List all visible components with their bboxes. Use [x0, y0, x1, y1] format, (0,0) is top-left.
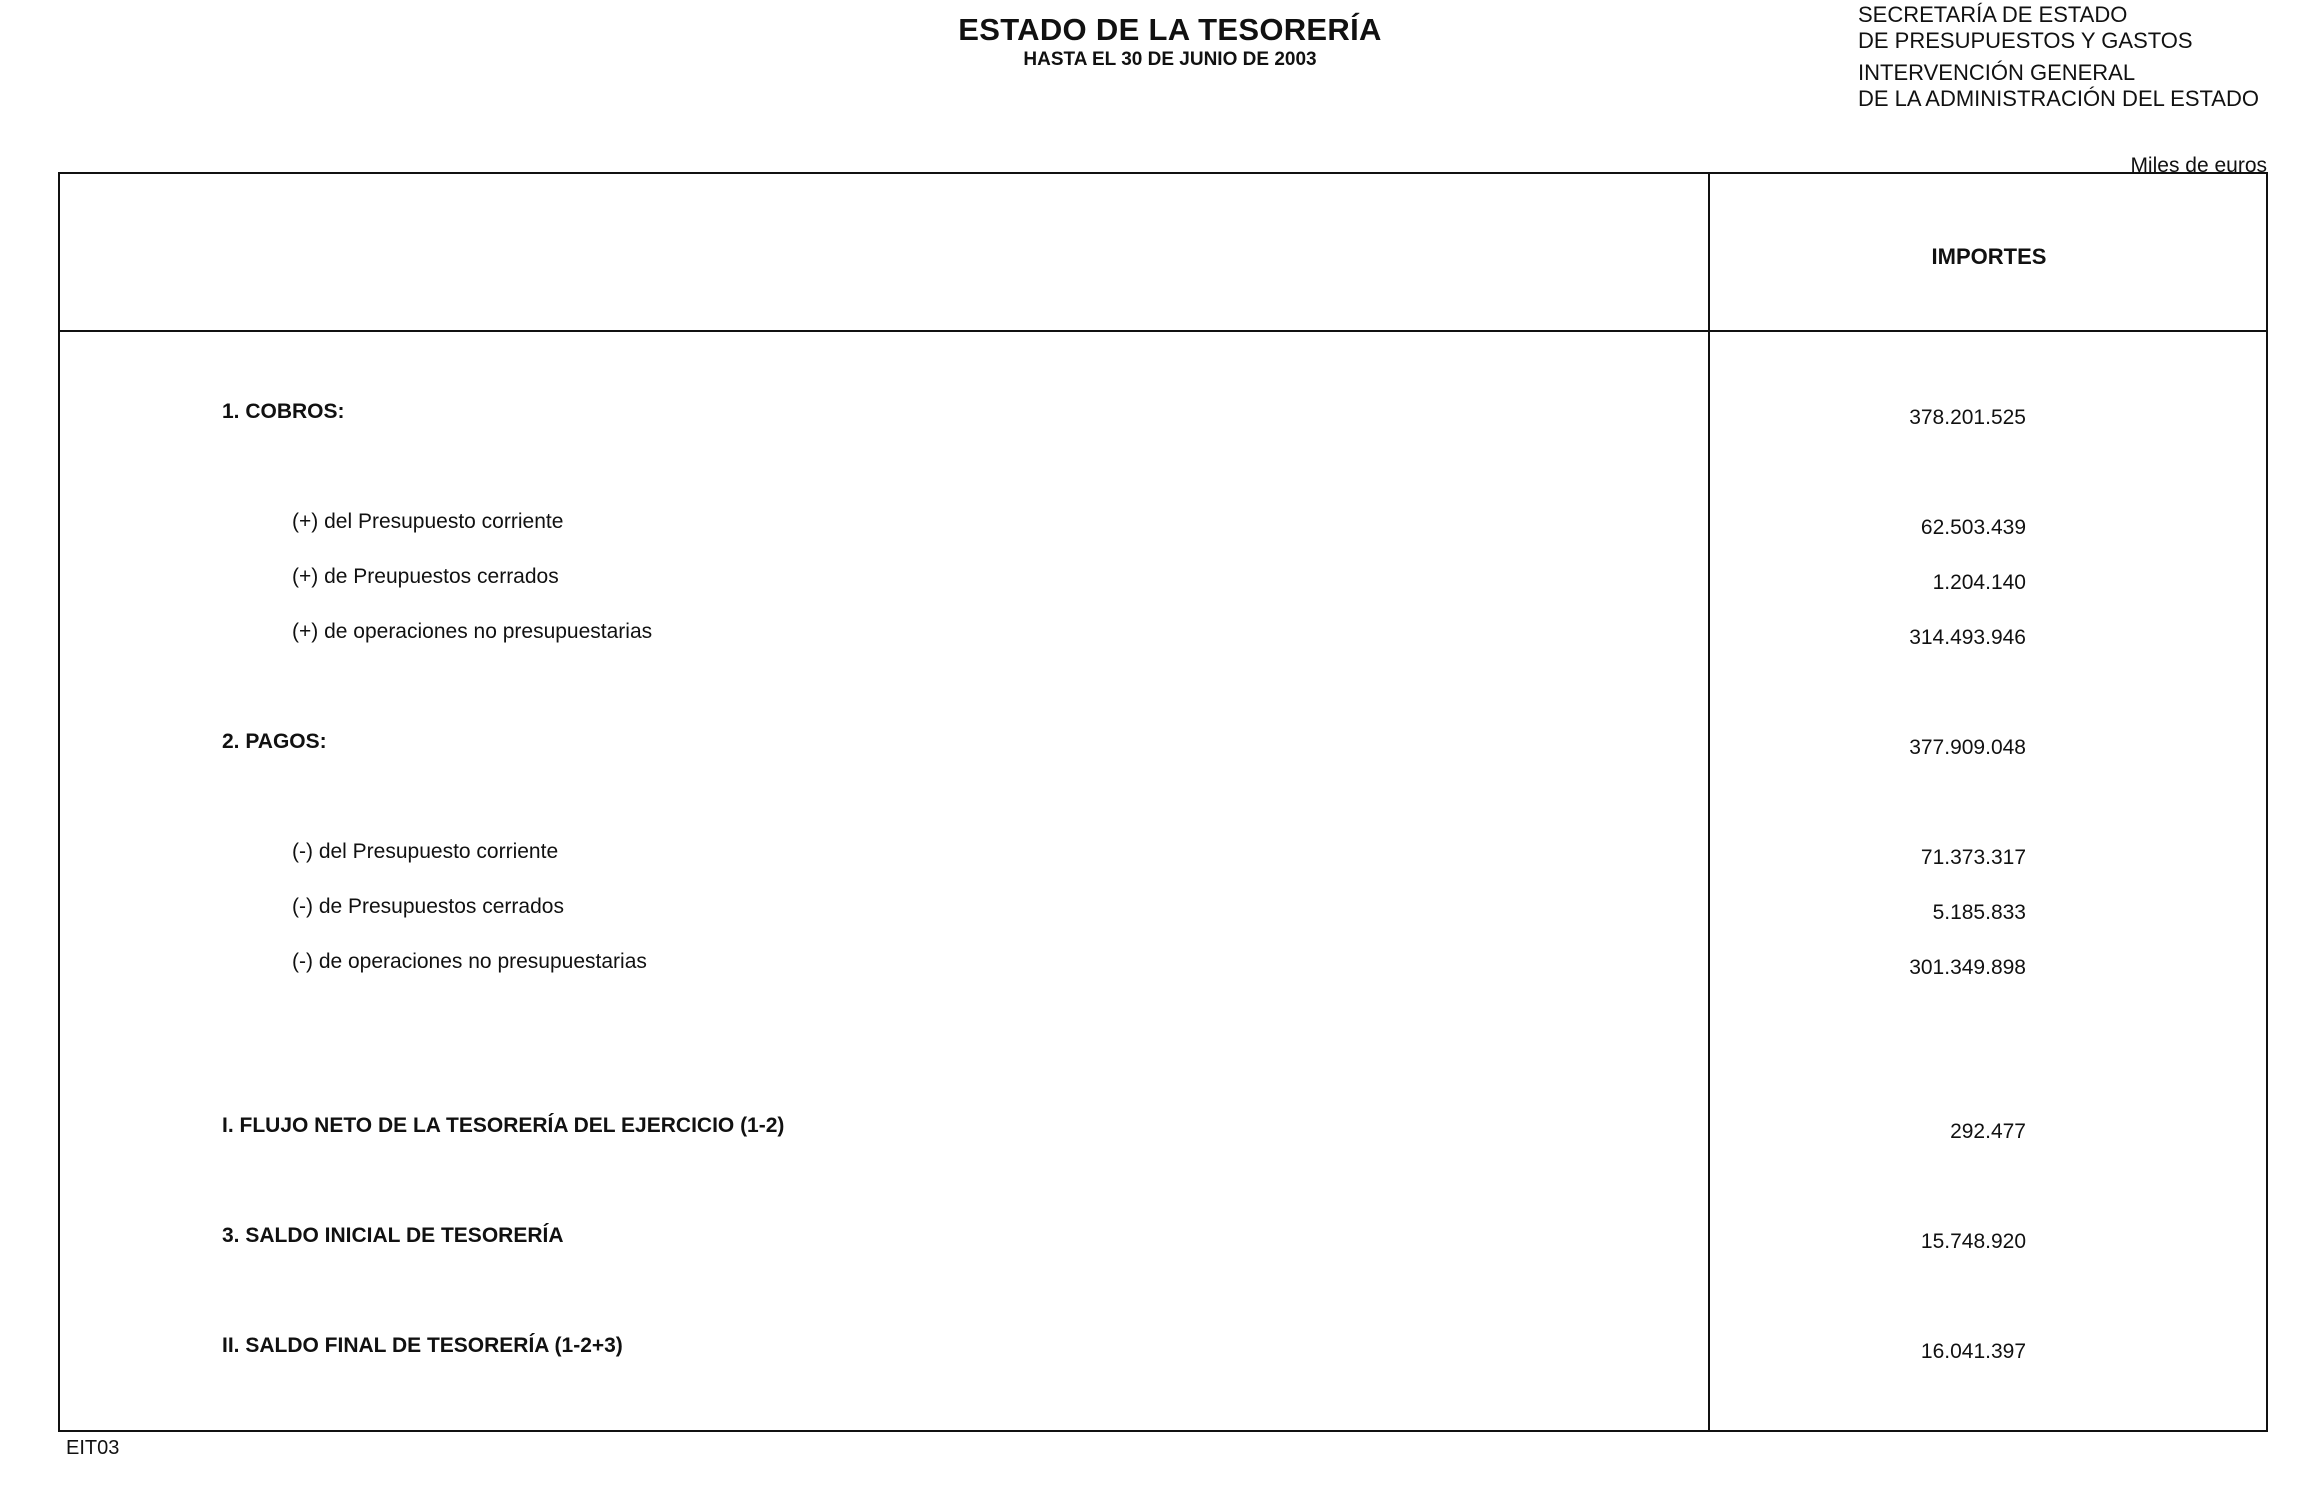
row-value: 292.477: [1950, 1120, 2026, 1143]
table-row: [60, 950, 2266, 980]
row-label: I. FLUJO NETO DE LA TESORERÍA DEL EJERCICIO (1-2): [222, 1114, 785, 1137]
row-value: 15.748.920: [1920, 1230, 2026, 1253]
row-label: 2. PAGOS:: [222, 730, 327, 753]
table-row: [60, 400, 2266, 430]
table-row: [60, 1224, 2266, 1254]
treasury-table: [58, 172, 2268, 1432]
report-header: [880, 12, 1460, 72]
agency-line: DE LA ADMINISTRACIÓN DEL ESTADO: [1858, 86, 2259, 111]
report-title: ESTADO DE LA TESORERÍA: [958, 12, 1382, 47]
table-row: [60, 895, 2266, 925]
row-value: 5.185.833: [1932, 901, 2026, 924]
agency-line: INTERVENCIÓN GENERAL: [1858, 60, 2136, 85]
units-label: Miles de euros: [2130, 154, 2267, 177]
table-row: [60, 565, 2266, 595]
header-divider: [60, 330, 2266, 332]
table-row: [60, 840, 2266, 870]
row-value: 314.493.946: [1909, 626, 2026, 649]
document-code: EIT03: [66, 1437, 120, 1459]
row-label: II. SALDO FINAL DE TESORERÍA (1-2+3): [222, 1334, 623, 1357]
row-label: (-) de Presupuestos cerrados: [292, 895, 564, 918]
issuing-agency: [1858, 2, 2259, 112]
table-row: [60, 1334, 2266, 1364]
column-header-importes: IMPORTES: [1931, 244, 2047, 269]
table-row: [60, 620, 2266, 650]
agency-line: DE PRESUPUESTOS Y GASTOS: [1858, 28, 2193, 53]
row-value: 16.041.397: [1920, 1340, 2026, 1363]
row-label: (-) del Presupuesto corriente: [292, 840, 559, 863]
row-label: (+) del Presupuesto corriente: [292, 510, 564, 533]
row-label: (-) de operaciones no presupuestarias: [292, 950, 647, 973]
row-value: 377.909.048: [1909, 736, 2026, 759]
report-subtitle: HASTA EL 30 DE JUNIO DE 2003: [1023, 49, 1317, 70]
table-row: [60, 730, 2266, 760]
row-value: 378.201.525: [1909, 406, 2026, 429]
row-value: 62.503.439: [1920, 516, 2026, 539]
table-row: [60, 1114, 2266, 1144]
row-label: (+) de operaciones no presupuestarias: [292, 620, 653, 643]
table-row: [60, 510, 2266, 540]
row-label: 1. COBROS:: [222, 400, 345, 423]
row-value: 301.349.898: [1909, 956, 2026, 979]
agency-line: SECRETARÍA DE ESTADO: [1858, 2, 2128, 27]
row-value: 1.204.140: [1932, 571, 2026, 594]
row-label: 3. SALDO INICIAL DE TESORERÍA: [222, 1224, 564, 1247]
row-value: 71.373.317: [1920, 846, 2026, 869]
row-label: (+) de Preupuestos cerrados: [292, 565, 559, 588]
